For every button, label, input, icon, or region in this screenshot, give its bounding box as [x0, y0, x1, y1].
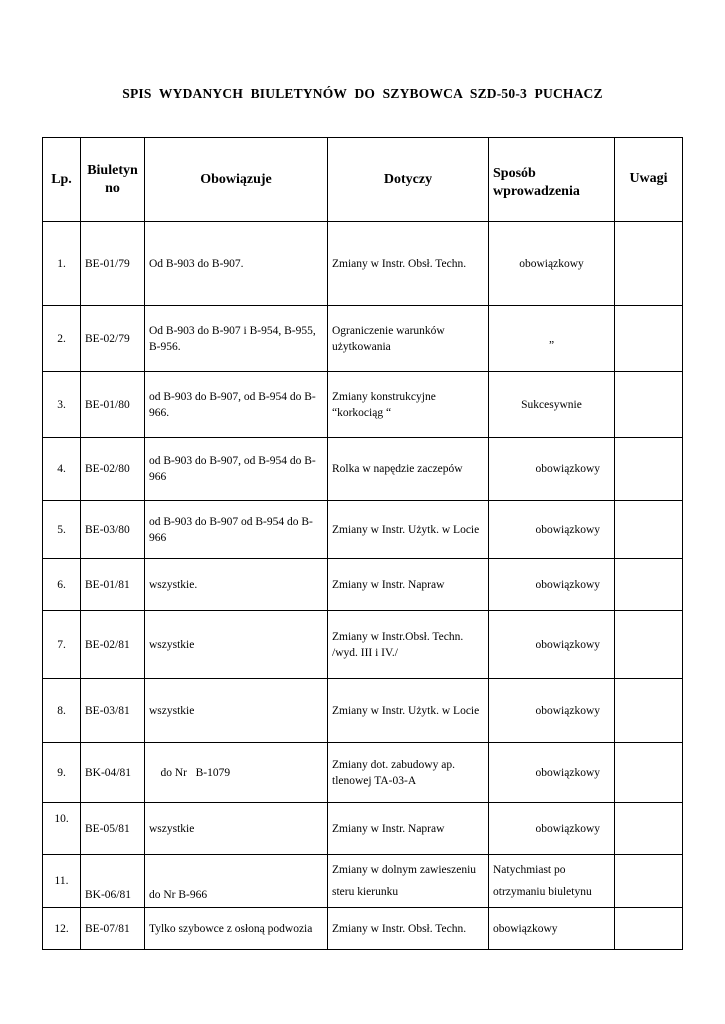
cell-obowiazuje: do Nr B-1079 [145, 743, 328, 803]
cell-obowiazuje: wszystkie [145, 803, 328, 855]
header-dotyczy: Dotyczy [328, 138, 489, 222]
cell-lp: 12. [43, 908, 81, 950]
cell-dotyczy: Zmiany w Instr. Użytk. w Locie [328, 679, 489, 743]
cell-obowiazuje: od B-903 do B-907, od B-954 do B-966 [145, 438, 328, 501]
header-biuletyn: Biuletyn no [81, 138, 145, 222]
cell-biuletyn: BE-02/80 [81, 438, 145, 501]
table-row [43, 372, 683, 438]
cell-dotyczy: Zmiany w Instr. Napraw [328, 559, 489, 611]
cell-obowiazuje: wszystkie [145, 611, 328, 679]
cell-sposob: obowiązkowy [489, 611, 615, 679]
document-title: SPIS WYDANYCH BIULETYNÓW DO SZYBOWCA SZD-50-3 PUCHACZ [122, 86, 603, 101]
cell-biuletyn: BK-06/81 [81, 855, 145, 908]
header-uwagi: Uwagi [615, 138, 683, 222]
table-row [43, 908, 683, 950]
cell-dotyczy: Zmiany w Instr. Obsł. Techn. [328, 222, 489, 306]
cell-sposob: „ [489, 306, 615, 372]
table-row [43, 803, 683, 855]
cell-sposob: obowiązkowy [489, 803, 615, 855]
header-lp: Lp. [43, 138, 81, 222]
header-obowiazuje: Obowiązuje [145, 138, 328, 222]
table-row [43, 679, 683, 743]
cell-sposob: Sukcesywnie [489, 372, 615, 438]
cell-dotyczy: Zmiany konstrukcyjne “korkociąg “ [328, 372, 489, 438]
cell-lp: 6. [43, 559, 81, 611]
cell-obowiazuje: od B-903 do B-907 od B-954 do B-966 [145, 501, 328, 559]
cell-dotyczy: Zmiany w Instr. Obsł. Techn. [328, 908, 489, 950]
cell-lp: 3. [43, 372, 81, 438]
cell-dotyczy: Zmiany w Instr. Użytk. w Locie [328, 501, 489, 559]
cell-biuletyn: BE-02/81 [81, 611, 145, 679]
cell-dotyczy: Zmiany dot. zabudowy ap. tlenowej TA-03-A [328, 743, 489, 803]
cell-obowiazuje: do Nr B-966 [145, 855, 328, 908]
cell-uwagi [615, 743, 683, 803]
cell-uwagi [615, 438, 683, 501]
bulletin-table [42, 137, 683, 950]
cell-lp: 10. [43, 803, 81, 855]
cell-uwagi [615, 908, 683, 950]
cell-dotyczy: Zmiany w dolnym zawieszeniu steru kierunku [328, 855, 489, 908]
cell-obowiazuje: wszystkie [145, 679, 328, 743]
table-row [43, 501, 683, 559]
header-sposob: Sposób wprowadzenia [489, 138, 615, 222]
cell-biuletyn: BK-04/81 [81, 743, 145, 803]
table-row [43, 438, 683, 501]
cell-lp: 4. [43, 438, 81, 501]
table-row [43, 559, 683, 611]
cell-lp: 1. [43, 222, 81, 306]
cell-lp: 7. [43, 611, 81, 679]
cell-obowiazuje: Tylko szybowce z osłoną podwozia [145, 908, 328, 950]
cell-uwagi [615, 501, 683, 559]
cell-biuletyn: BE-07/81 [81, 908, 145, 950]
cell-lp: 8. [43, 679, 81, 743]
cell-sposob: obowiązkowy [489, 222, 615, 306]
cell-lp: 11. [43, 855, 81, 908]
cell-uwagi [615, 372, 683, 438]
cell-obowiazuje: Od B-903 do B-907. [145, 222, 328, 306]
header-row [43, 138, 683, 222]
cell-sposob: obowiązkowy [489, 908, 615, 950]
cell-lp: 2. [43, 306, 81, 372]
table-row [43, 743, 683, 803]
cell-lp: 5. [43, 501, 81, 559]
cell-lp: 9. [43, 743, 81, 803]
cell-biuletyn: BE-03/80 [81, 501, 145, 559]
cell-biuletyn: BE-05/81 [81, 803, 145, 855]
cell-sposob: obowiązkowy [489, 438, 615, 501]
cell-sposob: obowiązkowy [489, 679, 615, 743]
cell-biuletyn: BE-01/79 [81, 222, 145, 306]
cell-biuletyn: BE-01/80 [81, 372, 145, 438]
cell-uwagi [615, 559, 683, 611]
cell-dotyczy: Zmiany w Instr. Napraw [328, 803, 489, 855]
table-row [43, 855, 683, 908]
cell-dotyczy: Rolka w napędzie zaczepów [328, 438, 489, 501]
cell-uwagi [615, 855, 683, 908]
cell-obowiazuje: wszystkie. [145, 559, 328, 611]
table-row [43, 222, 683, 306]
cell-biuletyn: BE-02/79 [81, 306, 145, 372]
cell-dotyczy: Zmiany w Instr.Obsł. Techn. /wyd. III i IV./ [328, 611, 489, 679]
cell-uwagi [615, 803, 683, 855]
cell-biuletyn: BE-03/81 [81, 679, 145, 743]
table-row [43, 306, 683, 372]
cell-dotyczy: Ograniczenie warunków użytkowania [328, 306, 489, 372]
cell-uwagi [615, 679, 683, 743]
table-row [43, 611, 683, 679]
cell-sposob: obowiązkowy [489, 501, 615, 559]
cell-sposob: obowiązkowy [489, 743, 615, 803]
cell-uwagi [615, 222, 683, 306]
cell-obowiazuje: Od B-903 do B-907 i B-954, B-955, B-956. [145, 306, 328, 372]
cell-uwagi [615, 306, 683, 372]
cell-biuletyn: BE-01/81 [81, 559, 145, 611]
cell-obowiazuje: od B-903 do B-907, od B-954 do B-966. [145, 372, 328, 438]
cell-sposob: obowiązkowy [489, 559, 615, 611]
cell-sposob: Natychmiast po otrzymaniu biuletynu [489, 855, 615, 908]
cell-uwagi [615, 611, 683, 679]
